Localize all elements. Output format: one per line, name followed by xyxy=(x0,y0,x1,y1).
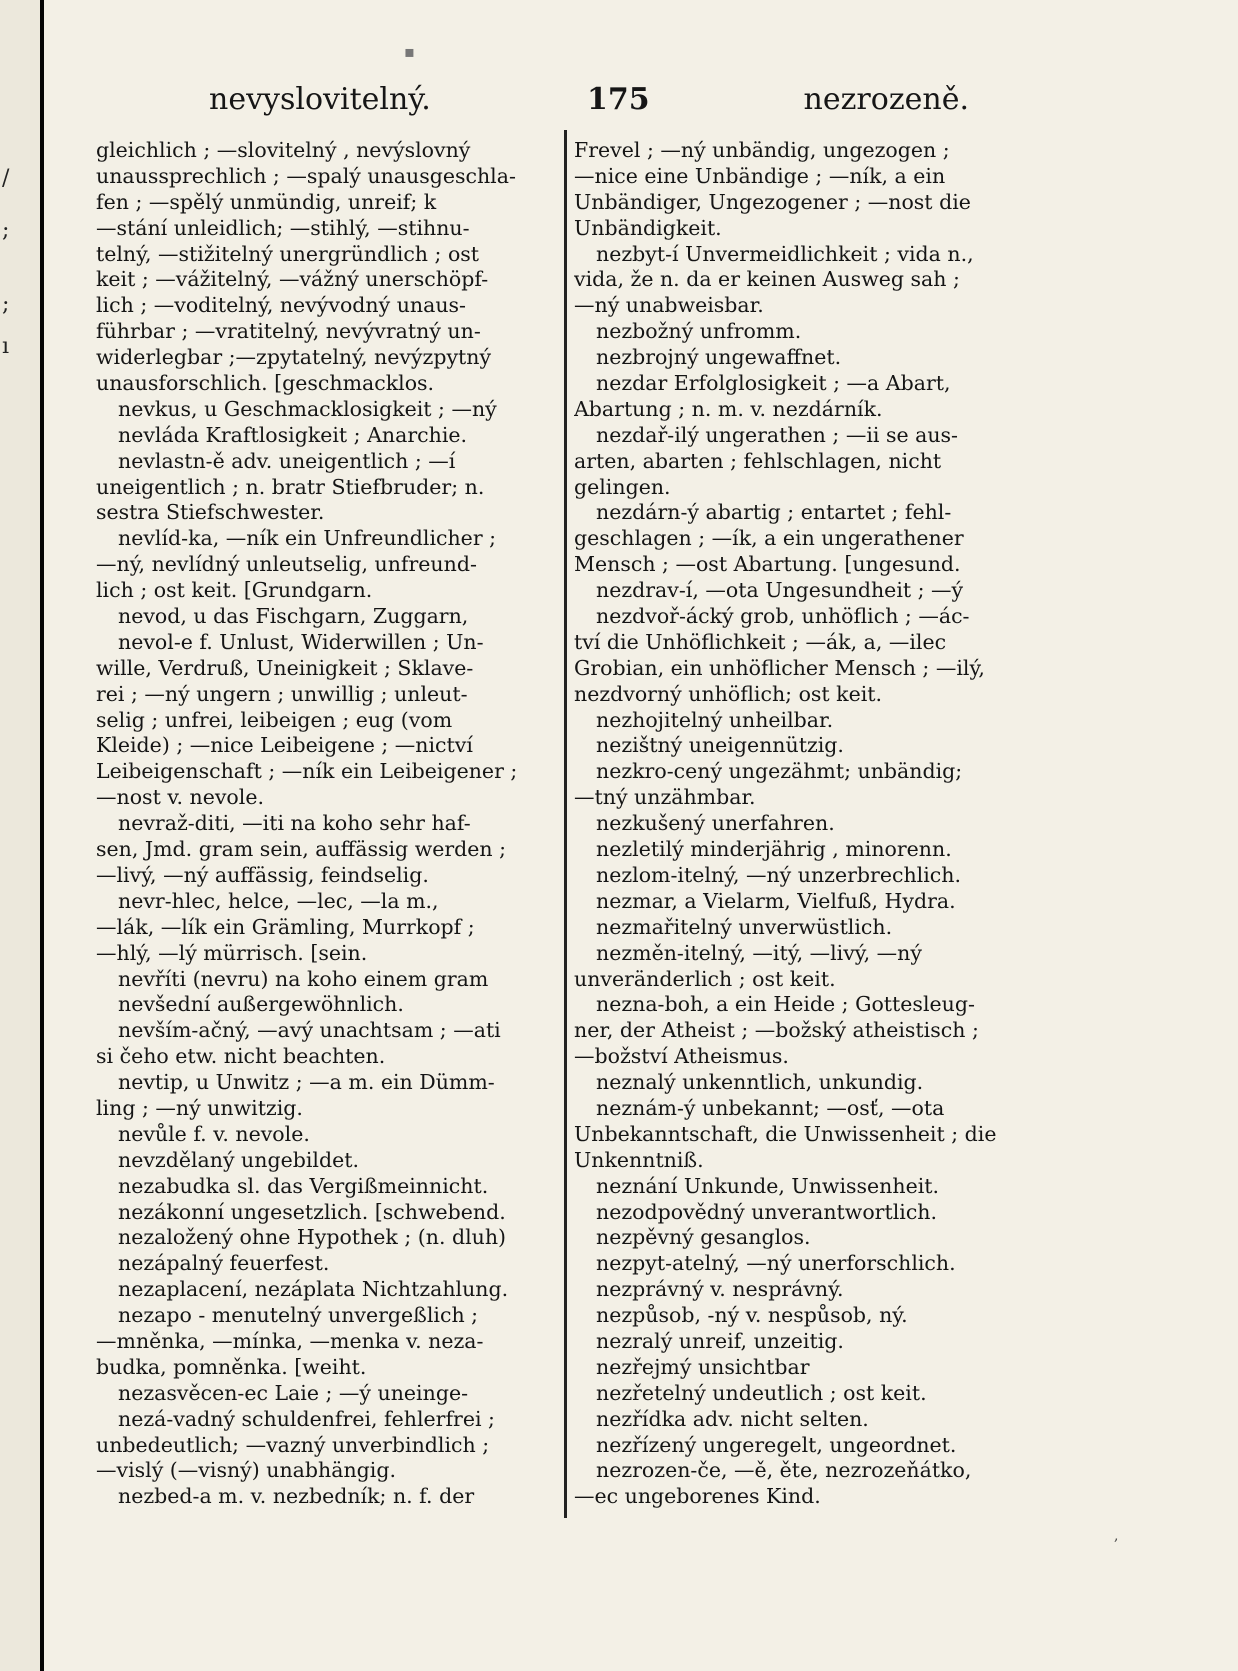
entry-line: nevšední außergewöhnlich. xyxy=(118,992,404,1017)
entry-line: nevlastn-ě adv. uneigentlich ; —í xyxy=(118,448,456,473)
entry-line: keit ; —vážitelný, —vážný unerschöpf- xyxy=(96,267,489,292)
entry-line: Kleide) ; —nice Leibeigene ; —nictví xyxy=(96,733,473,758)
entry-line: nevtip, u Unwitz ; —a m. ein Dümm- xyxy=(118,1070,495,1095)
entry-line: nezbed-a m. v. nezbedník; n. f. der xyxy=(118,1484,475,1509)
entry-line: uneigentlich ; n. bratr Stiefbruder; n. xyxy=(96,474,485,499)
entry-line: tví die Unhöflichkeit ; —ák, a, —ilec xyxy=(574,629,947,654)
entry-line: wille, Verdruß, Uneinigkeit ; Sklave- xyxy=(96,655,474,680)
entry-line: nezištný uneigennützig. xyxy=(596,733,844,758)
entry-line: unbedeutlich; —vazný unverbindlich ; xyxy=(96,1432,490,1457)
entry-line: —ný unabweisbar. xyxy=(574,293,764,318)
entry-line: gelingen. xyxy=(574,474,671,499)
entry-line: nezasvěcen-ec Laie ; —ý uneinge- xyxy=(118,1380,469,1405)
entry-line: nezhojitelný unheilbar. xyxy=(596,707,834,732)
entry-line: vida, že n. da er keinen Ausweg sah ; xyxy=(574,267,960,292)
entry-line: nezkušený unerfahren. xyxy=(596,811,835,836)
entry-line: geschlagen ; —ík, a ein ungerathener xyxy=(574,526,964,551)
entry-line: selig ; unfrei, leibeigen ; eug (vom xyxy=(96,707,453,732)
entry-line: neznám-ý unbekannt; —osť, —ota xyxy=(596,1095,945,1120)
entry-line: nezaložený ohne Hypothek ; (n. dluh) xyxy=(118,1225,507,1250)
entry-line: —božství Atheismus. xyxy=(574,1044,789,1069)
entry-line: nezmařitelný unverwüstlich. xyxy=(596,914,893,939)
header-left-guideword: nevyslovitelný. xyxy=(209,82,431,117)
entry-line: nezřízený ungeregelt, ungeordnet. xyxy=(596,1432,957,1457)
entry-line: nezaplacení, nezáplata Nichtzahlung. xyxy=(118,1277,509,1302)
entry-line: nezřídka adv. nicht selten. xyxy=(596,1406,869,1431)
entry-line: nezpyt-atelný, —ný unerforschlich. xyxy=(596,1251,956,1276)
entry-line: —stání unleidlich; —stihlý, —stihnu- xyxy=(96,215,470,240)
entry-line: —mněnka, —mínka, —menka v. neza- xyxy=(96,1328,484,1353)
entry-line: —ec ungeborenes Kind. xyxy=(574,1484,821,1509)
entry-line: nezdrav-í, —ota Ungesundheit ; —ý xyxy=(596,578,964,603)
entry-line: nezprávný v. nesprávný. xyxy=(596,1277,844,1302)
entry-line: —vislý (—visný) unabhängig. xyxy=(96,1458,396,1483)
entry-line: Leibeigenschaft ; —ník ein Leibeigener ; xyxy=(96,759,518,784)
entry-line: lich ; ost keit. [Grundgarn. xyxy=(96,578,373,603)
entry-line: neznalý unkenntlich, unkundig. xyxy=(596,1070,924,1095)
entry-line: nevříti (nevru) na koho einem gram xyxy=(118,966,489,991)
entry-line: nezdar Erfolglosigkeit ; —a Abart, xyxy=(596,371,951,396)
entry-line: rei ; —ný ungern ; unwillig ; unleut- xyxy=(96,681,468,706)
entry-line: unaussprechlich ; —spalý unausgeschla- xyxy=(96,163,516,188)
entry-line: nezlom-itelný, —ný unzerbrechlich. xyxy=(596,862,961,887)
entry-line: Grobian, ein unhöflicher Mensch ; —ilý, xyxy=(574,655,985,680)
entry-line: nevkus, u Geschmacklosigkeit ; —ný xyxy=(118,396,497,421)
entry-line: nezna-boh, a ein Heide ; Gottesleug- xyxy=(596,992,975,1017)
entry-line: nezdvorný unhöflich; ost keit. xyxy=(574,681,883,706)
entry-line: sestra Stiefschwester. xyxy=(96,500,325,525)
entry-line: nezbyt-í Unvermeidlichkeit ; vida n., xyxy=(596,241,974,266)
entry-line: nezbrojný ungewaffnet. xyxy=(596,345,842,370)
entry-line: nezpěvný gesanglos. xyxy=(596,1225,811,1250)
entry-line: unausforschlich. [geschmacklos. xyxy=(96,371,435,396)
page-header xyxy=(209,82,969,122)
entry-line: si čeho etw. nicht beachten. xyxy=(96,1044,386,1069)
entry-line: nezřetelný undeutlich ; ost keit. xyxy=(596,1380,927,1405)
entry-line: ner, der Atheist ; —božský atheistisch ; xyxy=(574,1018,979,1043)
entry-line: nevláda Kraftlosigkeit ; Anarchie. xyxy=(118,422,468,447)
entry-line: —ný, nevlídný unleutselig, unfreund- xyxy=(96,552,477,577)
right-column xyxy=(574,138,1042,1510)
entry-line: nezměn-itelný, —itý, —livý, —ný xyxy=(596,940,922,965)
entry-line: nezdvoř-ácký grob, unhöflich ; —ác- xyxy=(596,604,970,629)
entry-line: nevzdělaný ungebildet. xyxy=(118,1147,359,1172)
entry-line: nezřejmý unsichtbar xyxy=(596,1354,810,1379)
entry-line: Mensch ; —ost Abartung. [ungesund. xyxy=(574,552,961,577)
entry-line: nezralý unreif, unzeitig. xyxy=(596,1328,844,1353)
entry-line: nezdař-ilý ungerathen ; —ii se aus- xyxy=(596,422,958,447)
entry-line: nevod, u das Fischgarn, Zuggarn, xyxy=(118,604,469,629)
entry-line: ling ; —ný unwitzig. xyxy=(96,1095,303,1120)
page-number: 175 xyxy=(587,82,650,117)
entry-line: Frevel ; —ný unbändig, ungezogen ; xyxy=(574,138,950,162)
entry-line: —lák, —lík ein Grämling, Murrkopf ; xyxy=(96,914,475,939)
entry-line: lich ; —voditelný, nevývodný unaus- xyxy=(96,293,466,318)
entry-line: nezapo - menutelný unvergeßlich ; xyxy=(118,1303,479,1328)
entry-line: nezpůsob, -ný v. nespůsob, ný. xyxy=(596,1303,908,1328)
entry-line: nevším-ačný, —avý unachtsam ; —ati xyxy=(118,1018,501,1043)
previous-page-edge: / ; ; ı xyxy=(0,0,40,1671)
entry-line: sen, Jmd. gram sein, auffässig werden ; xyxy=(96,837,507,862)
entry-line: —hlý, —lý mürrisch. [sein. xyxy=(96,940,368,965)
entry-line: —tný unzähmbar. xyxy=(574,785,756,810)
entry-line: nezákonní ungesetzlich. [schwebend. xyxy=(118,1199,506,1224)
entry-line: nezá-vadný schuldenfrei, fehlerfrei ; xyxy=(118,1406,495,1431)
header-right-guideword: nezrozeně. xyxy=(803,82,969,117)
entry-line: nevraž-diti, —iti na koho sehr haf- xyxy=(118,811,471,836)
entry-line: nezodpovědný unverantwortlich. xyxy=(596,1199,938,1224)
entry-line: nezrozen-če, —ě, ěte, nezrozeňátko, xyxy=(596,1458,972,1483)
entry-line: nezletilý minderjährig , minorenn. xyxy=(596,837,952,862)
entry-line: Unbändiger, Ungezogener ; —nost die xyxy=(574,189,971,214)
entry-line: gleichlich ; —slovitelný , nevýslovný xyxy=(96,138,471,162)
entry-line: nezápalný feuerfest. xyxy=(118,1251,330,1276)
entry-line: telný, —stižitelný unergründlich ; ost xyxy=(96,241,480,266)
left-column xyxy=(96,138,564,1510)
entry-line: nezabudka sl. das Vergißmeinnicht. xyxy=(118,1173,489,1198)
entry-line: arten, abarten ; fehlschlagen, nicht xyxy=(574,448,942,473)
column-divider xyxy=(564,130,567,1518)
entry-line: —livý, —ný auffässig, feindselig. xyxy=(96,862,429,887)
entry-line: nevol-e f. Unlust, Widerwillen ; Un- xyxy=(118,629,484,654)
entry-line: nezkro-cený ungezähmt; unbändig; xyxy=(596,759,963,784)
entry-line: Unbekanntschaft, die Unwissenheit ; die xyxy=(574,1121,997,1146)
entry-line: führbar ; —vratitelný, nevývratný un- xyxy=(96,319,481,344)
entry-line: nevůle f. v. nevole. xyxy=(118,1121,310,1146)
entry-line: unveränderlich ; ost keit. xyxy=(574,966,836,991)
entry-line: Unbändigkeit. xyxy=(574,215,722,240)
entry-line: budka, pomněnka. [weiht. xyxy=(96,1354,367,1379)
entry-line: nezdárn-ý abartig ; entartet ; fehl- xyxy=(596,500,952,525)
entry-line: nezmar, a Vielarm, Vielfuß, Hydra. xyxy=(596,888,956,913)
entry-line: —nice eine Unbändige ; —ník, a ein xyxy=(574,163,946,188)
decorative-dot: ▪ xyxy=(404,42,415,61)
entry-line: Abartung ; n. m. v. nezdárník. xyxy=(574,396,883,421)
entry-line: neznání Unkunde, Unwissenheit. xyxy=(596,1173,940,1198)
entry-line: fen ; —spělý unmündig, unreif; k xyxy=(96,189,437,214)
entry-line: nezbožný unfromm. xyxy=(596,319,802,344)
dictionary-page xyxy=(44,0,1238,1671)
entry-line: —nost v. nevole. xyxy=(96,785,264,810)
entry-line: nevlíd-ka, —ník ein Unfreundlicher ; xyxy=(118,526,497,551)
stray-mark: , xyxy=(1114,1528,1119,1544)
entry-line: Unkenntniß. xyxy=(574,1147,704,1172)
entry-line: nevr-hlec, helce, —lec, —la m., xyxy=(118,888,439,913)
entry-line: widerlegbar ;—zpytatelný, nevýzpytný xyxy=(96,345,492,370)
